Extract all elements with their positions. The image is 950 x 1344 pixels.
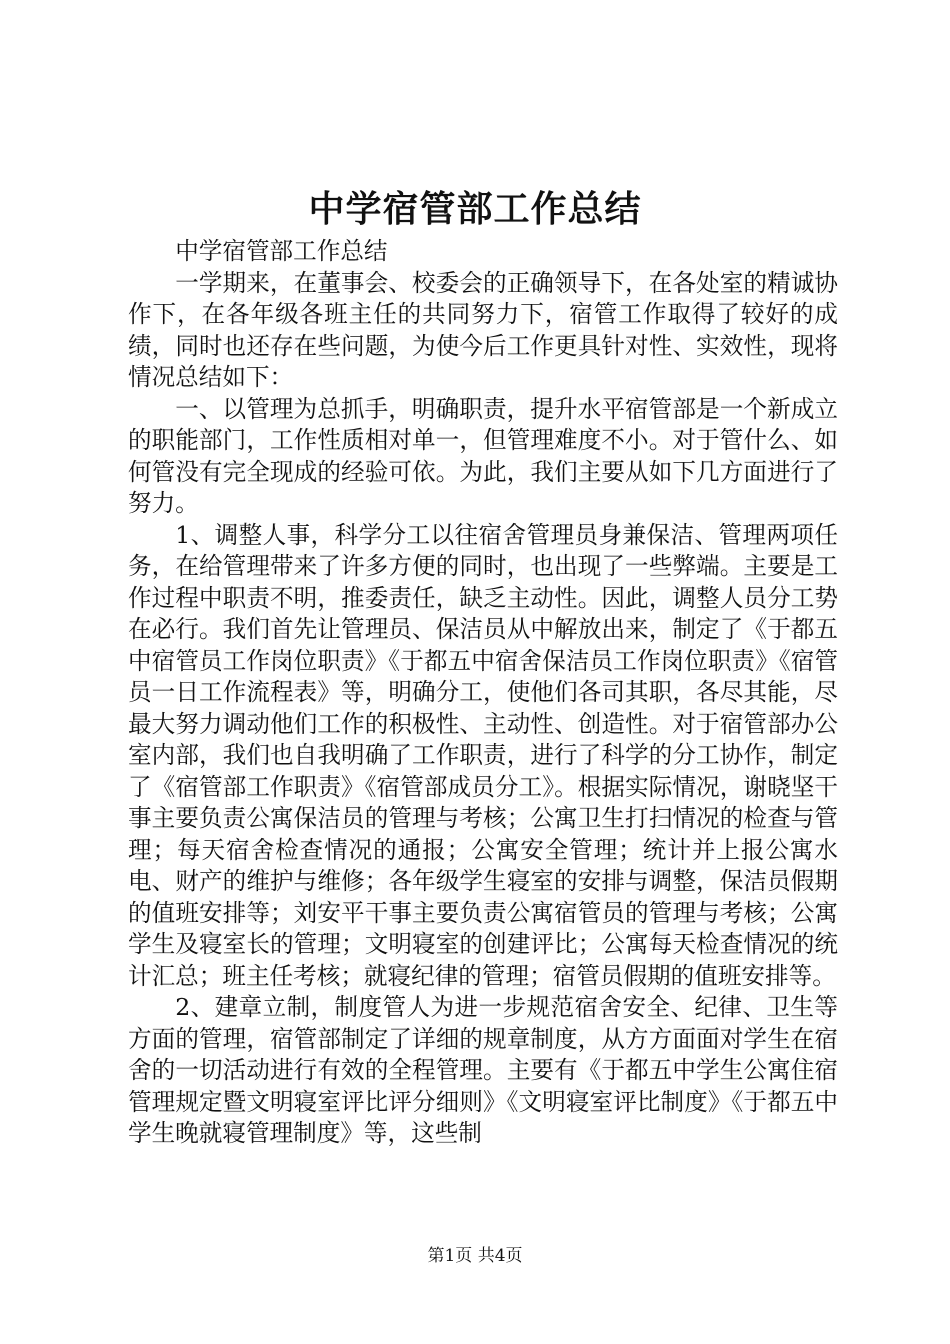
page-number-footer: 第1页 共4页 [427,1246,523,1266]
document-body [128,236,838,1150]
paragraph-item-two: 2、建章立制，制度管人为进一步规范宿舍安全、纪律、卫生等方面的管理，宿管部制定了详细的规章制度，从方方面面对学生在宿舍的一切活动进行有效的全程管理。主要有《于都五中学生公寓住宿管理规定暨文明寝室评比评分细则》《文明寝室评比制度》《于都五中学生晚就寝管理制度》等，这些制 [128,993,838,1147]
paragraph-item-one: 1、调整人事，科学分工以往宿舍管理员身兼保洁、管理两项任务，在给管理带来了许多方便的同时，也出现了一些弊端。主要是工作过程中职责不明，推委责任，缺乏主动性。因此，调整人员分工势在必行。我们首先让管理员、保洁员从中解放出来，制定了《于都五中宿管员工作岗位职责》《于都五中宿舍保洁员工作岗位职责》《宿管员一日工作流程表》等，明确分工，使他们各司其职，各尽其能，尽最大努力调动他们工作的积极性、主动性、创造性。对于宿管部办公室内部，我们也自我明确了工作职责，进行了科学的分工协作，制定了《宿管部工作职责》《宿管部成员分工》。根据实际情况，谢晓坚干事主要负责公寓保洁员的管理与考核；公寓卫生打扫情况的检查与管理；每天宿舍检查情况的通报；公寓安全管理；统计并上报公寓水电、财产的维护与维修；各年级学生寝室的安排与调整，保洁员假期的值班安排等；刘安平干事主要负责公寓宿管员的管理与考核；公寓学生及寝室长的管理；文明寝室的创建评比；公寓每天检查情况的统计汇总；班主任考核；就寝纪律的管理；宿管员假期的值班安排等。 [128,520,838,990]
paragraph-intro: 一学期来，在董事会、校委会的正确领导下，在各处室的精诚协作下，在各年级各班主任的共同努力下，宿管工作取得了较好的成绩，同时也还存在些问题，为使今后工作更具针对性、实效性，现将情况总结如下： [128,268,838,391]
paragraph-heading: 中学宿管部工作总结 [175,237,388,265]
document-title: 中学宿管部工作总结 [308,188,642,230]
paragraph-section-one: 一、以管理为总抓手，明确职责，提升水平宿管部是一个新成立的职能部门，工作性质相对单一，但管理难度不小。对于管什么、如何管没有完全现成的经验可依。为此，我们主要从如下几方面进行了努力。 [128,394,838,517]
